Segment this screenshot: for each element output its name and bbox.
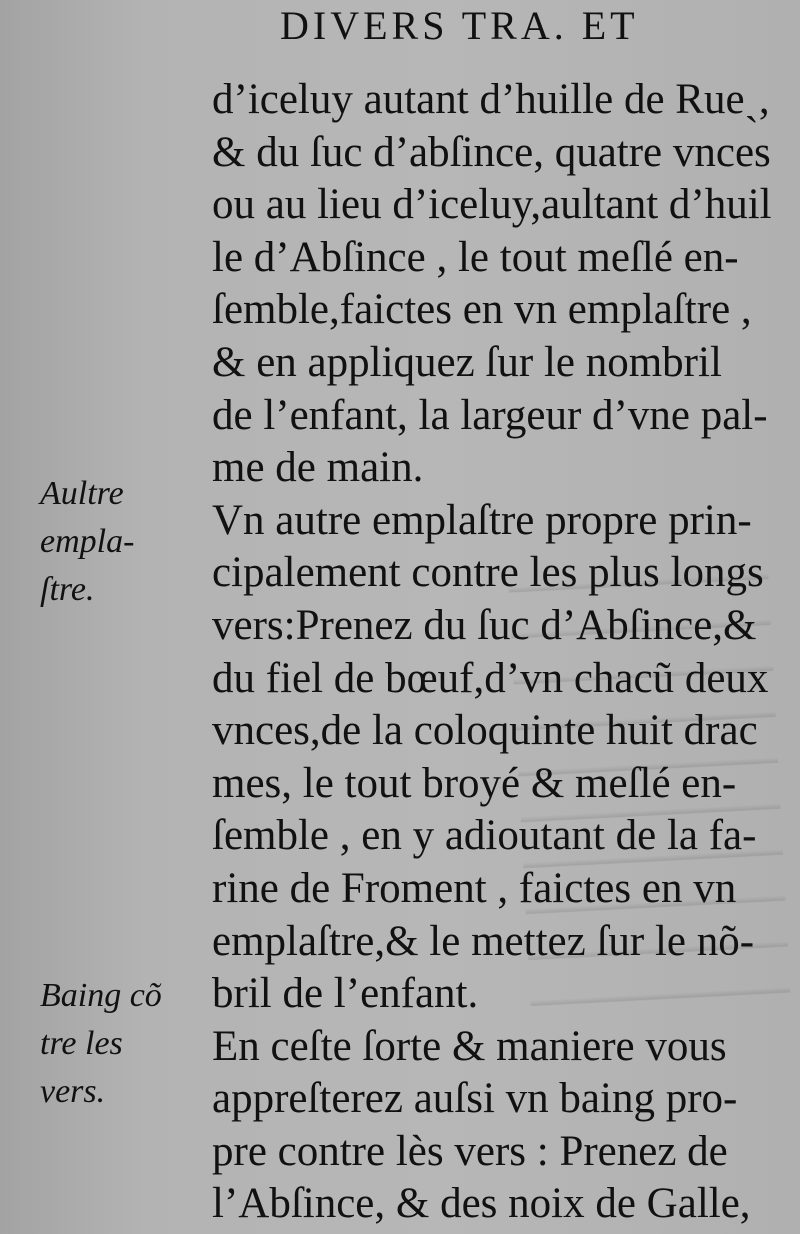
- text-line: rine de Froment , faictes en vn: [212, 864, 737, 912]
- margin-note-line: tre les: [40, 1025, 123, 1062]
- margin-note-line: empla-: [40, 523, 135, 560]
- margin-note-line: Aultre: [40, 475, 124, 512]
- text-line: le d’Abſince , le tout meſlé en-: [212, 233, 739, 281]
- text-line: emplaſtre,& le mettez ſur le nõ-: [212, 917, 755, 965]
- text-line: pre contre lès vers : Prenez de: [212, 1127, 728, 1175]
- text-line: l’Abſince, & des noix de Galle,: [212, 1180, 751, 1228]
- text-line: & du ſuc d’abſince, quatre vnces: [212, 128, 771, 176]
- margin-note-baing-contre-les-vers: [40, 972, 162, 1116]
- margin-note-line: Baing cõ: [40, 977, 162, 1014]
- text-line: mes, le tout broyé & meſlé en-: [212, 759, 737, 807]
- text-line: ſemble , en y adioutant de la fa-: [212, 812, 757, 860]
- text-line: bril de l’enfant.: [212, 970, 479, 1018]
- text-line: d’iceluy autant d’huille de Rueˎ,: [212, 76, 770, 123]
- text-line: vnces,de la coloquinte huit drac: [212, 707, 758, 755]
- text-line: En ceſte ſorte & maniere vous: [212, 1022, 727, 1070]
- text-line: vers:Prenez du ſuc d’Abſince,&: [212, 601, 757, 649]
- text-line: cipalement contre les plus longs: [212, 549, 764, 597]
- text-line: ou au lieu d’iceluy,aultant d’huil: [212, 181, 772, 229]
- text-line: me de main.: [212, 444, 424, 492]
- text-line: de l’enfant, la largeur d’vne pal-: [212, 391, 768, 439]
- text-line: du fiel de bœuf,d’vn chacũ deux: [212, 654, 769, 702]
- margin-note-line: vers.: [40, 1073, 106, 1110]
- margin-note-line: ſtre.: [40, 571, 95, 608]
- text-line: appreſterez auſsi vn baing pro-: [212, 1075, 738, 1123]
- text-line: Vn autre emplaſtre propre prin-: [212, 496, 752, 544]
- margin-note-aultre-emplastre: [40, 470, 134, 614]
- running-head: DIVERS TRA. ET: [280, 3, 639, 48]
- body-text: [212, 74, 782, 1231]
- text-line: & en appliquez ſur le nombril: [212, 338, 722, 386]
- text-line: ſemble,faictes en vn emplaſtre ,: [212, 286, 752, 334]
